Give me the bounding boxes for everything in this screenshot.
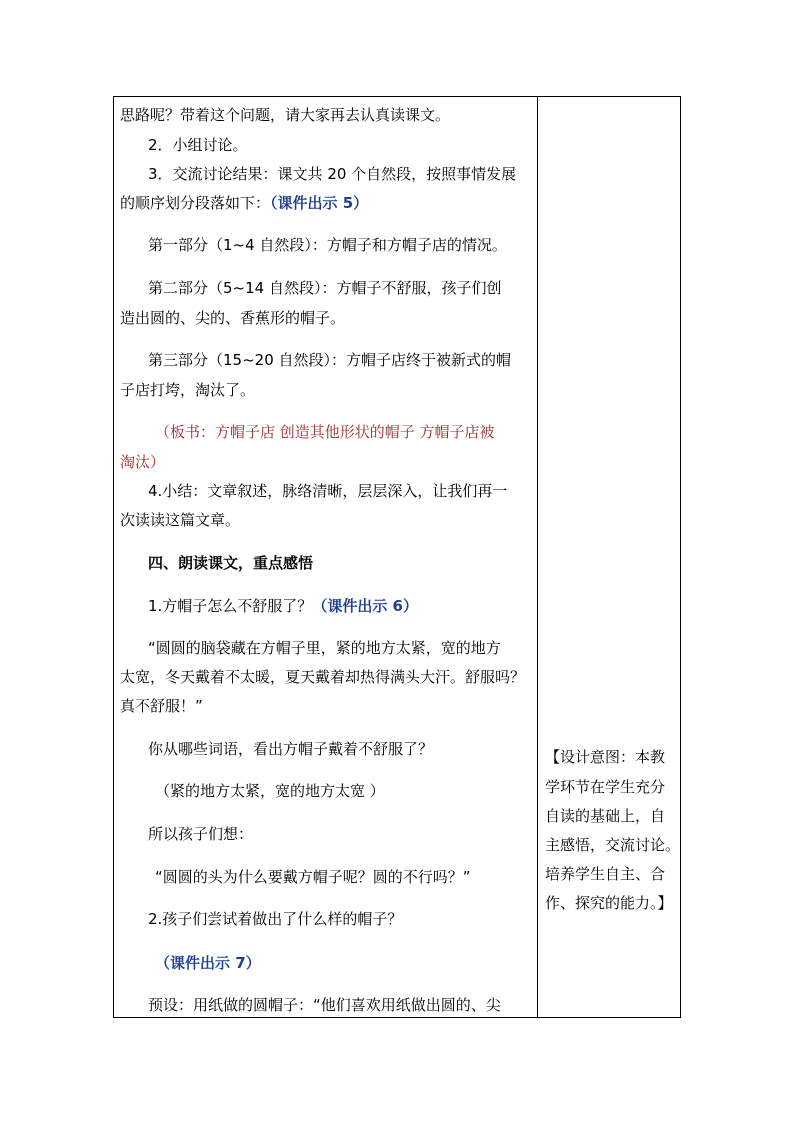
text-line: 思路呢？带着这个问题，请大家再去认真读课文。 [120,106,451,124]
lesson-table [113,96,681,1018]
text-span: 的顺序划分段落如下： [120,194,271,212]
text-line: 第一部分（1~4 自然段）：方帽子和方帽子店的情况。 [148,236,507,254]
design-intent-line: 主感悟，交流讨论。 [545,836,681,854]
text-line: “圆圆的脑袋藏在方帽子里，紧的地方太紧，宽的地方 [148,639,501,657]
blackboard-note: 淘汰） [120,453,166,471]
text-line: （紧的地方太紧，宽的地方太宽 ） [155,782,385,800]
courseware-note: （课件出示 6） [312,597,418,615]
text-line: 真不舒服！” [120,697,203,715]
column-divider [537,97,538,1017]
text-line: 太宽，冬天戴着不太暖，夏天戴着却热得满头大汗。舒服吗？ [120,668,526,686]
design-intent-line: 【设计意图：本教 [545,748,666,766]
design-intent-line: 培养学生自主、合 [545,865,666,883]
text-line: 第三部分（15~20 自然段）：方帽子店终于被新式的帽 [148,351,512,369]
design-intent-line: 作、探究的能力。】 [545,894,673,912]
text-line: 预设：用纸做的圆帽子：“他们喜欢用纸做出圆的、尖 [148,996,501,1014]
text-line: 你从哪些词语，看出方帽子戴着不舒服了？ [148,740,434,758]
text-line: 2．小组讨论。 [148,136,248,154]
text-line: 第二部分（5~14 自然段）：方帽子不舒服，孩子们创 [148,279,502,297]
text-line: 4.小结：文章叙述，脉络清晰，层层深入，让我们再一 [148,482,508,500]
courseware-note: （课件出示 7） [155,954,261,972]
design-intent-line: 学环节在学生充分 [545,778,666,796]
text-line: 3．交流讨论结果：课文共 20 个自然段，按照事情发展 [148,165,517,183]
text-span: 1.方帽子怎么不舒服了？ [148,597,313,615]
blackboard-note: （板书：方帽子店 创造其他形状的帽子 方帽子店被 [155,423,495,441]
text-line [148,596,418,616]
text-line: 所以孩子们想： [148,825,254,843]
design-intent-line: 自读的基础上，自 [545,807,666,825]
text-line: 2.孩子们尝试着做出了什么样的帽子？ [148,910,403,928]
courseware-note: （课件出示 5） [270,194,369,212]
text-line: 次读读这篇文章。 [120,511,241,529]
text-line [120,193,368,213]
text-line: 造出圆的、尖的、香蕉形的帽子。 [120,309,346,327]
text-line: 子店打垮，淘汰了。 [120,381,256,399]
section-heading: 四、朗读课文，重点感悟 [148,554,314,572]
text-line: “圆圆的头为什么要戴方帽子呢？圆的不行吗？” [155,868,471,886]
